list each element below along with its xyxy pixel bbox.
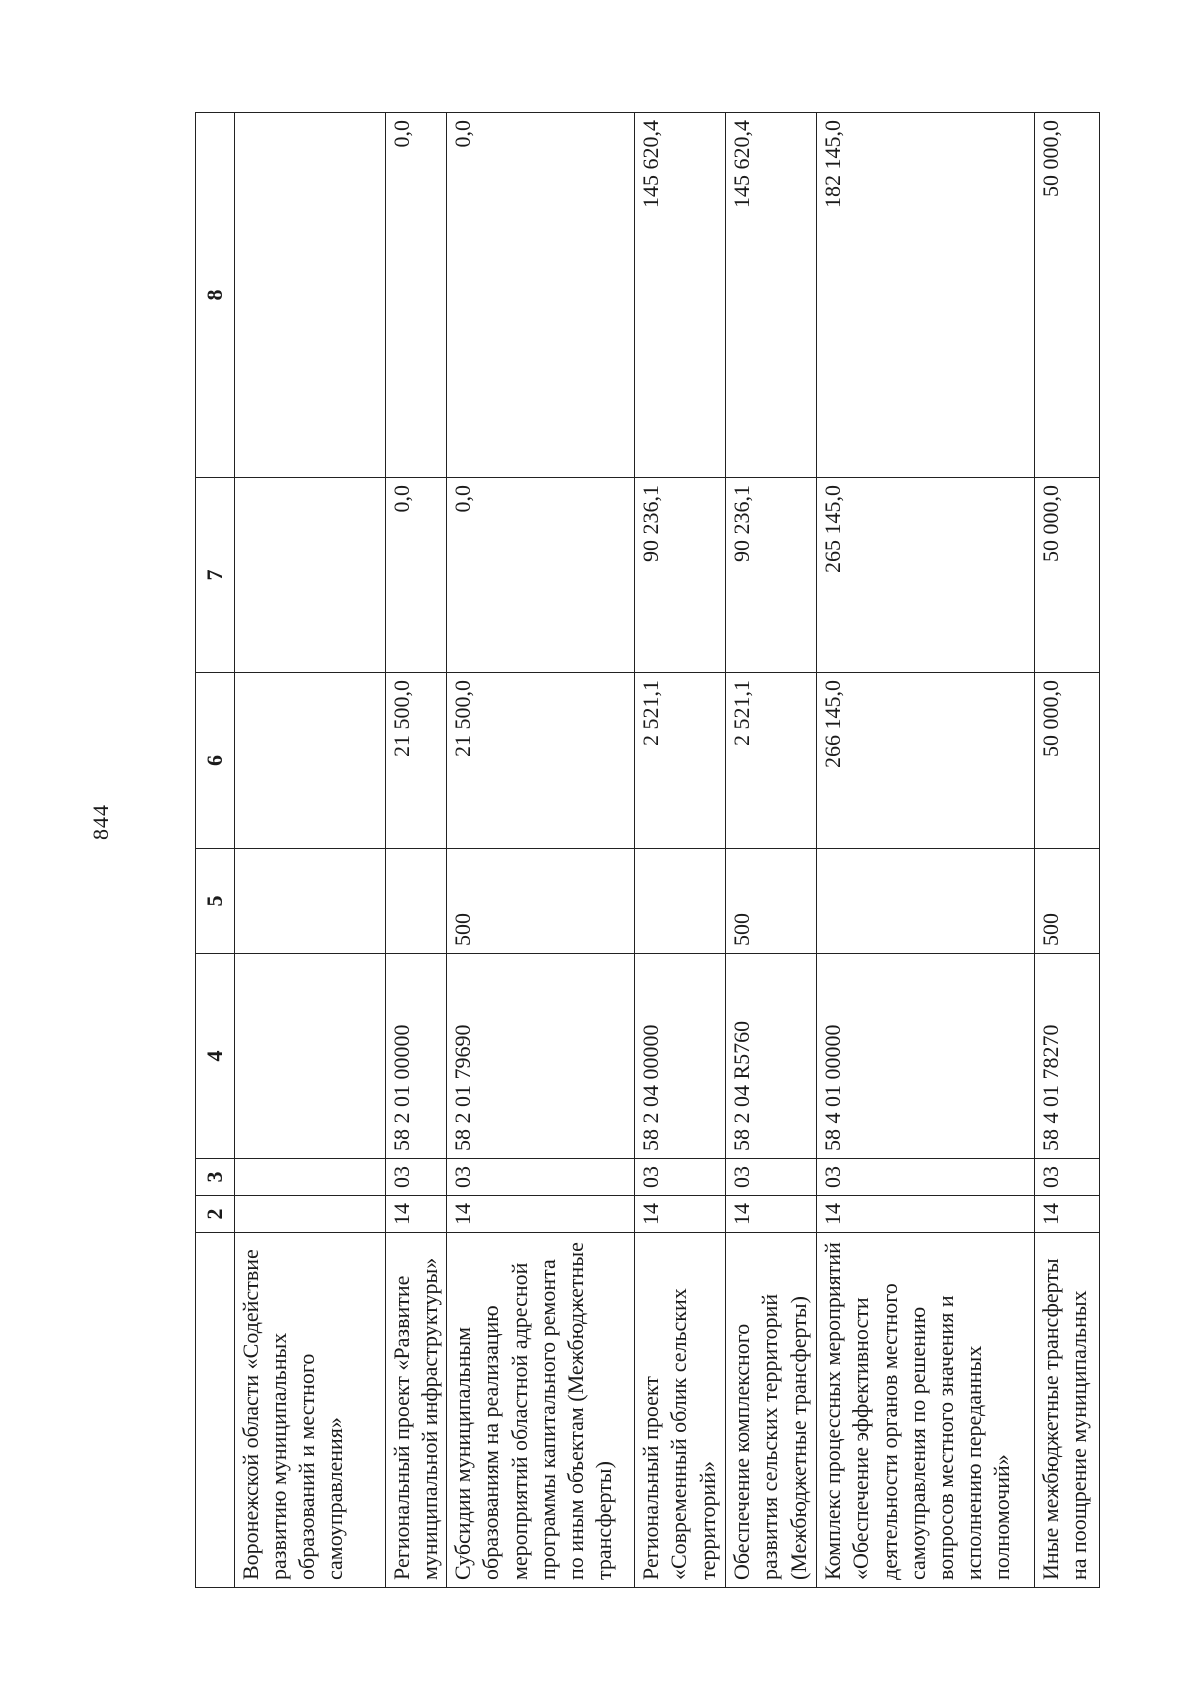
- subsection-code: 03: [635, 1159, 726, 1196]
- column-header: 3: [196, 1159, 235, 1196]
- row-name: Субсидии муниципальным образованиям на реализацию мероприятий областной адресной программы капитального ремонта по иным объектам (Межбюджетные трансферты): [447, 1233, 635, 1588]
- target-code: 58 2 01 79690: [447, 954, 635, 1159]
- amount-col8: 145 620,4: [635, 113, 726, 478]
- target-code: [235, 954, 386, 1159]
- amount-col6: 266 145,0: [817, 673, 1035, 849]
- budget-table-container: [195, 113, 1093, 1588]
- amount-col7: 90 236,1: [726, 478, 817, 673]
- subsection-code: 03: [726, 1159, 817, 1196]
- subsection-code: [235, 1159, 386, 1196]
- expense-type: [817, 849, 1035, 954]
- row-name: Региональный проект «Современный облик сельских территорий»: [635, 1233, 726, 1588]
- subsection-code: 03: [1035, 1159, 1100, 1196]
- amount-col8: 50 000,0: [1035, 113, 1100, 478]
- expense-type: [635, 849, 726, 954]
- subsection-code: 03: [447, 1159, 635, 1196]
- amount-col8: 182 145,0: [817, 113, 1035, 478]
- amount-col7: [235, 478, 386, 673]
- subsection-code: 03: [386, 1159, 447, 1196]
- section-code: 14: [1035, 1196, 1100, 1233]
- column-header: 5: [196, 849, 235, 954]
- amount-col8: 145 620,4: [726, 113, 817, 478]
- column-header: 7: [196, 478, 235, 673]
- budget-table: [195, 112, 1100, 1588]
- table-row: [235, 113, 386, 1588]
- amount-col7: 0,0: [447, 478, 635, 673]
- amount-col7: 0,0: [386, 478, 447, 673]
- row-name: Обеспечение комплексного развития сельских территорий (Межбюджетные трансферты): [726, 1233, 817, 1588]
- section-code: 14: [447, 1196, 635, 1233]
- table-header-row: [196, 113, 235, 1588]
- column-header: 4: [196, 954, 235, 1159]
- table-row: [635, 113, 726, 1588]
- column-header: 2: [196, 1196, 235, 1233]
- table-row: [386, 113, 447, 1588]
- table-row: [447, 113, 635, 1588]
- amount-col6: 21 500,0: [386, 673, 447, 849]
- section-code: [235, 1196, 386, 1233]
- amount-col8: [235, 113, 386, 478]
- column-header: 8: [196, 113, 235, 478]
- column-header: 6: [196, 673, 235, 849]
- amount-col6: [235, 673, 386, 849]
- expense-type: [386, 849, 447, 954]
- row-name: Региональный проект «Развитие муниципальной инфраструктуры»: [386, 1233, 447, 1588]
- table-row: [1035, 113, 1100, 1588]
- section-code: 14: [726, 1196, 817, 1233]
- subsection-code: 03: [817, 1159, 1035, 1196]
- expense-type: [235, 849, 386, 954]
- amount-col6: 2 521,1: [726, 673, 817, 849]
- target-code: 58 2 04 00000: [635, 954, 726, 1159]
- target-code: 58 4 01 00000: [817, 954, 1035, 1159]
- row-name: Комплекс процессных мероприятий «Обеспечение эффективности деятельности органов местного самоуправления по решению вопросов местного значения и исполнению переданных полномочий»: [817, 1233, 1035, 1588]
- section-code: 14: [386, 1196, 447, 1233]
- target-code: 58 4 01 78270: [1035, 954, 1100, 1159]
- page-number: 844: [88, 804, 113, 840]
- target-code: 58 2 04 R5760: [726, 954, 817, 1159]
- column-header: [196, 1233, 235, 1588]
- expense-type: 500: [726, 849, 817, 954]
- target-code: 58 2 01 00000: [386, 954, 447, 1159]
- amount-col6: 2 521,1: [635, 673, 726, 849]
- amount-col6: 21 500,0: [447, 673, 635, 849]
- amount-col7: 90 236,1: [635, 478, 726, 673]
- table-row: [817, 113, 1035, 1588]
- expense-type: 500: [1035, 849, 1100, 954]
- row-name: Иные межбюджетные трансферты на поощрение муниципальных: [1035, 1233, 1100, 1588]
- table-row: [726, 113, 817, 1588]
- amount-col7: 265 145,0: [817, 478, 1035, 673]
- amount-col6: 50 000,0: [1035, 673, 1100, 849]
- expense-type: 500: [447, 849, 635, 954]
- amount-col8: 0,0: [447, 113, 635, 478]
- amount-col7: 50 000,0: [1035, 478, 1100, 673]
- section-code: 14: [817, 1196, 1035, 1233]
- row-name: Воронежской области «Содействие развитию муниципальных образований и местного самоуправления»: [235, 1233, 386, 1588]
- amount-col8: 0,0: [386, 113, 447, 478]
- section-code: 14: [635, 1196, 726, 1233]
